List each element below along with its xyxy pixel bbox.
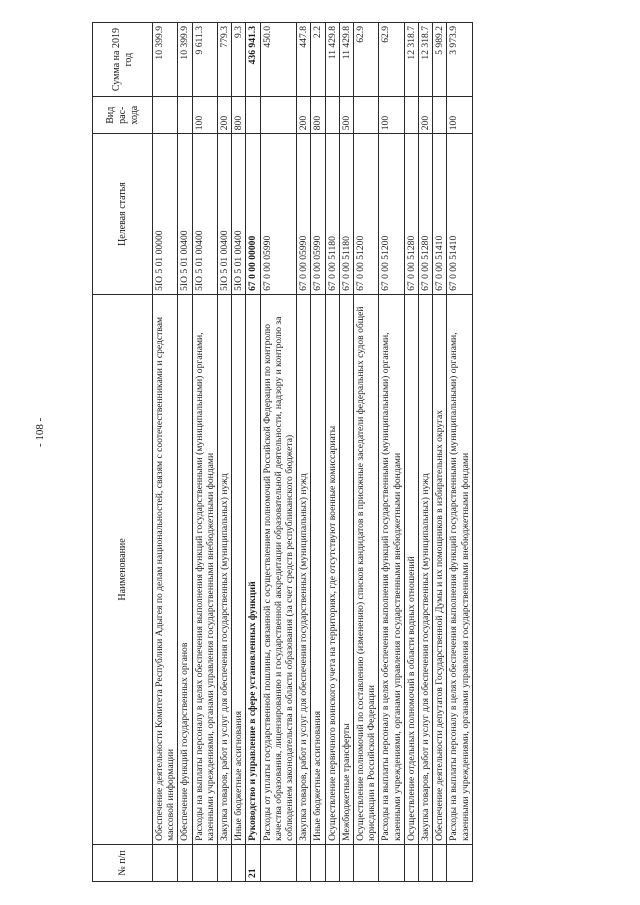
row-sum: 62.9	[354, 23, 379, 97]
row-name: Расходы на выплаты персоналу в целях обеспечения выполнения функций государственными (муниципальными) органами, казенными учреждениями, органами управления государственными внебюджетными фондами	[192, 294, 217, 844]
row-num	[379, 844, 404, 881]
row-sum: 12 318.7	[404, 23, 418, 97]
row-target: 5IO 5 01 00400	[178, 134, 192, 295]
row-name: Обеспечение функций государственных органов	[178, 294, 192, 844]
table-row	[419, 23, 433, 882]
table-row	[232, 23, 246, 882]
row-target: 67 0 00 00000	[246, 134, 260, 295]
row-name: Расходы от уплаты государственной пошлины, связанной с осуществлением полномочий Российской Федерации по контролю качества образования, лицензированию и государственной аккредитации образовательной деятельности, надзору и контролю за соблюдением законодательства в области образования (за счет средств республиканского бюджета)	[260, 294, 297, 844]
row-num: 21	[246, 844, 260, 881]
header-name: Наименование	[93, 294, 153, 844]
row-type: 200	[297, 97, 311, 134]
row-target: 67 0 00 51410	[433, 134, 447, 295]
row-sum: 436 941.3	[246, 23, 260, 97]
table-row	[339, 23, 353, 882]
row-num	[311, 844, 325, 881]
row-target: 67 0 00 51200	[354, 134, 379, 295]
row-name: Осуществление первичного воинского учета на территориях, где отсутствуют военные комиссариаты	[325, 294, 339, 844]
budget-table-page	[92, 22, 632, 882]
row-num	[325, 844, 339, 881]
row-num	[433, 844, 447, 881]
row-type: 800	[311, 97, 325, 134]
row-type: 100	[192, 97, 217, 134]
row-num	[404, 844, 418, 881]
row-num	[354, 844, 379, 881]
row-type	[354, 97, 379, 134]
row-target: 67 0 00 51280	[404, 134, 418, 295]
row-type: 800	[232, 97, 246, 134]
row-target: 67 0 00 51280	[419, 134, 433, 295]
row-target: 5IO 5 01 00400	[192, 134, 217, 295]
table-row	[153, 23, 178, 882]
row-sum: 450.0	[260, 23, 297, 97]
row-name: Иные бюджетные ассигнования	[232, 294, 246, 844]
row-type	[325, 97, 339, 134]
table-row	[260, 23, 297, 882]
row-type	[178, 97, 192, 134]
header-sum: Сумма на 2019 год	[93, 23, 153, 97]
row-sum: 3 973.9	[447, 23, 472, 97]
row-sum: 11 429.8	[339, 23, 353, 97]
row-type	[433, 97, 447, 134]
table-row	[447, 23, 472, 882]
header-num: № п/п	[93, 844, 153, 881]
row-sum: 9.3	[232, 23, 246, 97]
header-type: Вид рас-хода	[93, 97, 153, 134]
row-type	[404, 97, 418, 134]
row-num	[218, 844, 232, 881]
header-target: Целевая статья	[93, 134, 153, 295]
row-num	[232, 844, 246, 881]
row-target: 5IO 5 01 00000	[153, 134, 178, 295]
row-name: Обеспечение деятельности депутатов Государственной Думы и их помощников в избирательных округах	[433, 294, 447, 844]
row-target: 67 0 00 51200	[379, 134, 404, 295]
row-num	[260, 844, 297, 881]
table-row	[325, 23, 339, 882]
row-type: 200	[218, 97, 232, 134]
row-target: 67 0 00 05990	[311, 134, 325, 295]
row-sum: 2.2	[311, 23, 325, 97]
table-row	[311, 23, 325, 882]
row-name: Осуществление полномочий по составлению (изменению) списков кандидатов в присяжные заседатели федеральных судов общей юрисдикции в Российской Федерации	[354, 294, 379, 844]
row-sum: 10 399.9	[153, 23, 178, 97]
row-sum: 447.8	[297, 23, 311, 97]
table-row	[246, 23, 260, 882]
table-row	[433, 23, 447, 882]
table-row	[178, 23, 192, 882]
row-sum: 11 429.8	[325, 23, 339, 97]
row-name: Осуществление отдельных полномочий в области водных отношений	[404, 294, 418, 844]
table-row	[354, 23, 379, 882]
row-sum: 62.9	[379, 23, 404, 97]
row-num	[192, 844, 217, 881]
row-num	[153, 844, 178, 881]
table-header-row	[93, 23, 153, 882]
row-name: Закупка товаров, работ и услуг для обеспечения государственных (муниципальных) нужд	[218, 294, 232, 844]
row-type: 100	[447, 97, 472, 134]
row-sum: 10 399.9	[178, 23, 192, 97]
row-target: 67 0 00 51180	[339, 134, 353, 295]
row-name: Обеспечение деятельности Комитета Республики Адыгея по делам национальностей, связям с соотечественниками и средствам массовой информации	[153, 294, 178, 844]
row-num	[419, 844, 433, 881]
row-type: 200	[419, 97, 433, 134]
row-target: 5IO 5 01 00400	[218, 134, 232, 295]
table-row	[192, 23, 217, 882]
row-name: Межбюджетные трансферты	[339, 294, 353, 844]
row-name: Закупка товаров, работ и услуг для обеспечения государственных (муниципальных) нужд	[297, 294, 311, 844]
row-type	[246, 97, 260, 134]
row-name: Иные бюджетные ассигнования	[311, 294, 325, 844]
row-num	[297, 844, 311, 881]
row-target: 67 0 00 05990	[297, 134, 311, 295]
row-num	[339, 844, 353, 881]
row-type	[153, 97, 178, 134]
row-type: 100	[379, 97, 404, 134]
row-target: 67 0 00 51180	[325, 134, 339, 295]
row-sum: 9 611.3	[192, 23, 217, 97]
row-target: 67 0 00 05990	[260, 134, 297, 295]
table-row	[297, 23, 311, 882]
row-name: Расходы на выплаты персоналу в целях обеспечения выполнения функций государственными (муниципальными) органами, казенными учреждениями, органами управления государственными внебюджетными фондами	[379, 294, 404, 844]
row-type: 500	[339, 97, 353, 134]
budget-table	[92, 22, 473, 882]
row-name: Расходы на выплаты персоналу в целях обеспечения выполнения функций государственными (муниципальными) органами, казенными учреждениями, органами управления государственными внебюджетными фондами	[447, 294, 472, 844]
table-row	[379, 23, 404, 882]
page-number: - 108 -	[34, 417, 46, 447]
table-row	[404, 23, 418, 882]
row-target: 5IO 5 01 00400	[232, 134, 246, 295]
row-sum: 779.3	[218, 23, 232, 97]
row-target: 67 0 00 51410	[447, 134, 472, 295]
row-type	[260, 97, 297, 134]
row-name: Закупка товаров, работ и услуг для обеспечения государственных (муниципальных) нужд	[419, 294, 433, 844]
row-num	[447, 844, 472, 881]
table-row	[218, 23, 232, 882]
row-name: Руководство и управление в сфере установленных функций	[246, 294, 260, 844]
row-sum: 12 318.7	[419, 23, 433, 97]
row-sum: 5 989.2	[433, 23, 447, 97]
row-num	[178, 844, 192, 881]
